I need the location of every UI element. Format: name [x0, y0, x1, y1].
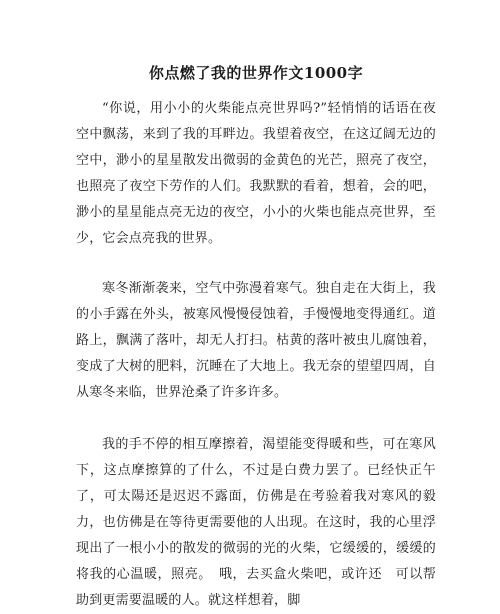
essay-title: 你点燃了我的世界作文1000字 — [148, 64, 364, 82]
paragraph-2: 寒冬渐渐袭来，空气中弥漫着寒气。独自走在大街上，我的小手露在外头，被寒风慢慢侵蚀着，手慢慢地变得通红。道路上，飘满了落叶，却无人打扫。枯黄的落叶被虫儿腐蚀着，变成了大树的肥料，沉睡在了大地上。我无奈的望望四周，自从寒冬来临，世界沧桑了许多许多。 — [76, 281, 436, 400]
paragraph-spacer — [76, 406, 436, 432]
paragraph-3: 我的手不停的相互摩擦着，渴望能变得暖和些，可在寒风下，这点摩擦算的了什么，不过是白费力罢了。已经快正午了，可太陽还是迟迟不露面，仿佛是在考验着我对寒风的毅力，也仿佛是在等待更需要他的人出现。在这时，我的心里浮现出了一根小小的散发的微弱的光的火柴，它缓缓的，缓缓的将我的心温暖，照亮。 哦，去买盒火柴吧，或许还 可以帮助到更需要温暖的人。就这样想着，脚 — [76, 437, 436, 608]
paragraph-spacer — [76, 252, 436, 276]
paragraph-1: “你说，用小小的火柴能点亮世界吗?”轻悄悄的话语在夜空中飘荡，来到了我的耳畔边。我望着夜空，在这辽阔无边的空中，渺小的星星散发出微弱的金黄色的光芒，照亮了夜空，也照亮了夜空下劳作的人们。我默默的看着，想着，会的吧，渺小的星星能点亮无边的夜空，小小的火柴也能点亮世界，至少，它会点亮我的世界。 — [76, 101, 436, 246]
